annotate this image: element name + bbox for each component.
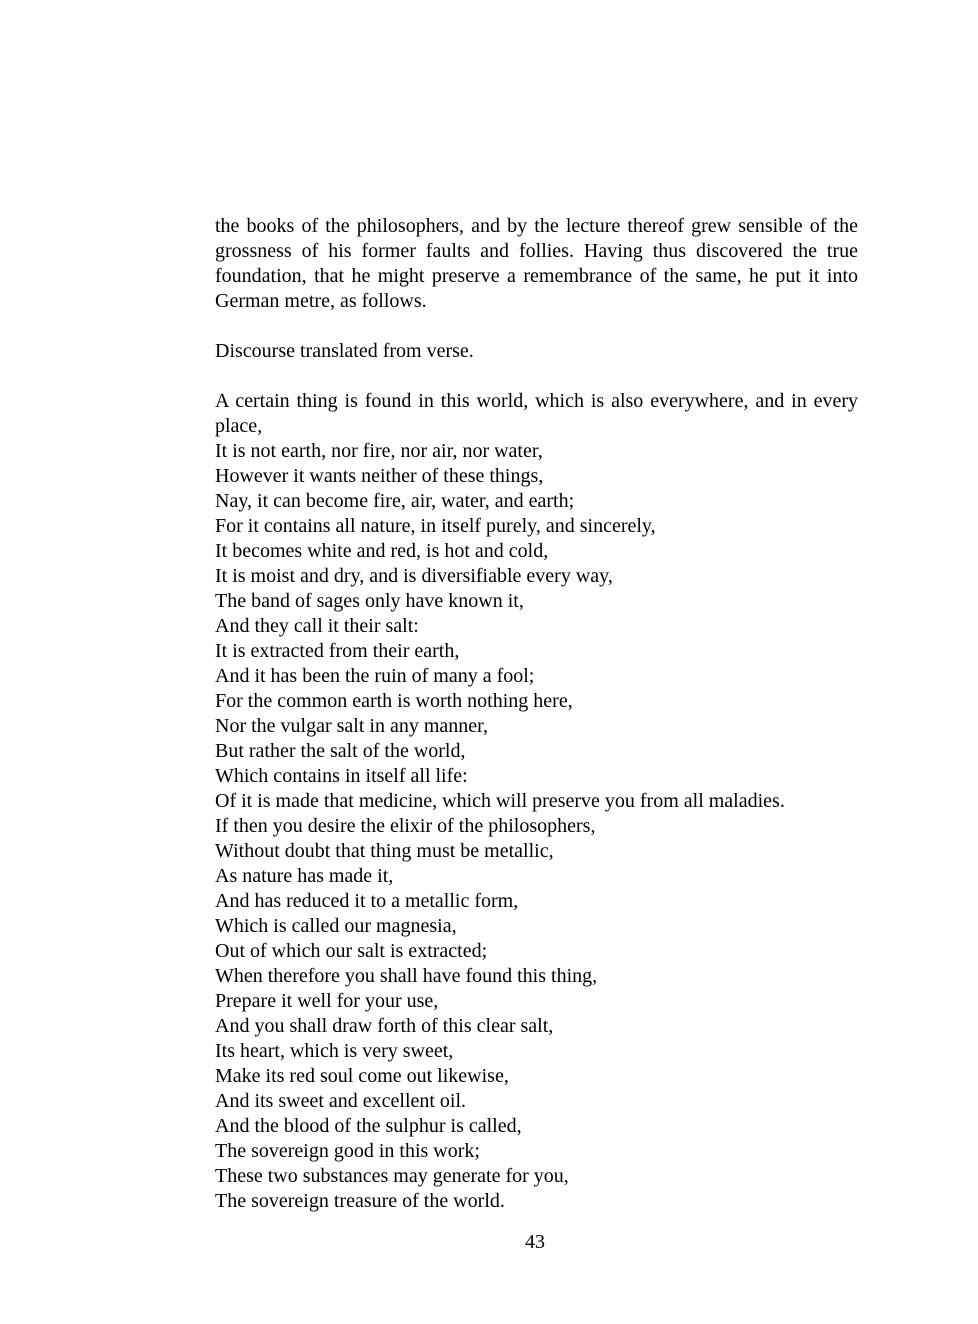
page-number: 43 (525, 1231, 545, 1253)
verse-line: A certain thing is found in this world, which is also everywhere, and in every place, (215, 390, 858, 437)
verse-line: Which contains in itself all life: (215, 765, 468, 787)
verse-line: Which is called our magnesia, (215, 915, 457, 937)
verse-line: Nor the vulgar salt in any manner, (215, 715, 489, 737)
verse-line: Make its red soul come out likewise, (215, 1065, 509, 1087)
verse-line: For it contains all nature, in itself purely, and sincerely, (215, 515, 656, 537)
verse-line: Nay, it can become fire, air, water, and earth; (215, 490, 575, 512)
verse-line: Out of which our salt is extracted; (215, 940, 488, 962)
section-heading: Discourse translated from verse. (215, 340, 474, 362)
verse-line: The sovereign good in this work; (215, 1140, 480, 1162)
verse-line: And you shall draw forth of this clear salt, (215, 1015, 554, 1037)
verse-line: And the blood of the sulphur is called, (215, 1115, 522, 1137)
verse-line: Its heart, which is very sweet, (215, 1040, 454, 1062)
verse-list (215, 389, 858, 1214)
verse-line: And has reduced it to a metallic form, (215, 890, 519, 912)
verse-line: The band of sages only have known it, (215, 590, 524, 612)
verse-line: The sovereign treasure of the world. (215, 1190, 505, 1212)
verse-line: Without doubt that thing must be metallic, (215, 840, 554, 862)
verse-line: These two substances may generate for you, (215, 1165, 569, 1187)
verse-line: And they call it their salt: (215, 615, 419, 637)
page-body (215, 214, 858, 1214)
verse-line: As nature has made it, (215, 865, 394, 887)
verse-line: However it wants neither of these things, (215, 465, 544, 487)
intro-paragraph: the books of the philosophers, and by the lecture thereof grew sensible of the grossness of his former faults and follies. Having thus discovered the true foundation, that he might preserve a remembrance of the same, he put it into German metre, as follows. (215, 215, 858, 312)
verse-line: It is moist and dry, and is diversifiable every way, (215, 565, 613, 587)
verse-line: It is extracted from their earth, (215, 640, 460, 662)
verse-line: And it has been the ruin of many a fool; (215, 665, 535, 687)
verse-line: It is not earth, nor fire, nor air, nor water, (215, 440, 543, 462)
verse-line: Prepare it well for your use, (215, 990, 439, 1012)
verse-line: And its sweet and excellent oil. (215, 1090, 467, 1112)
verse-line: It becomes white and red, is hot and cold, (215, 540, 549, 562)
verse-line: For the common earth is worth nothing here, (215, 690, 573, 712)
verse-line: If then you desire the elixir of the philosophers, (215, 815, 596, 837)
verse-line: But rather the salt of the world, (215, 740, 466, 762)
verse-line: When therefore you shall have found this thing, (215, 965, 598, 987)
verse-line: Of it is made that medicine, which will preserve you from all maladies. (215, 790, 785, 812)
